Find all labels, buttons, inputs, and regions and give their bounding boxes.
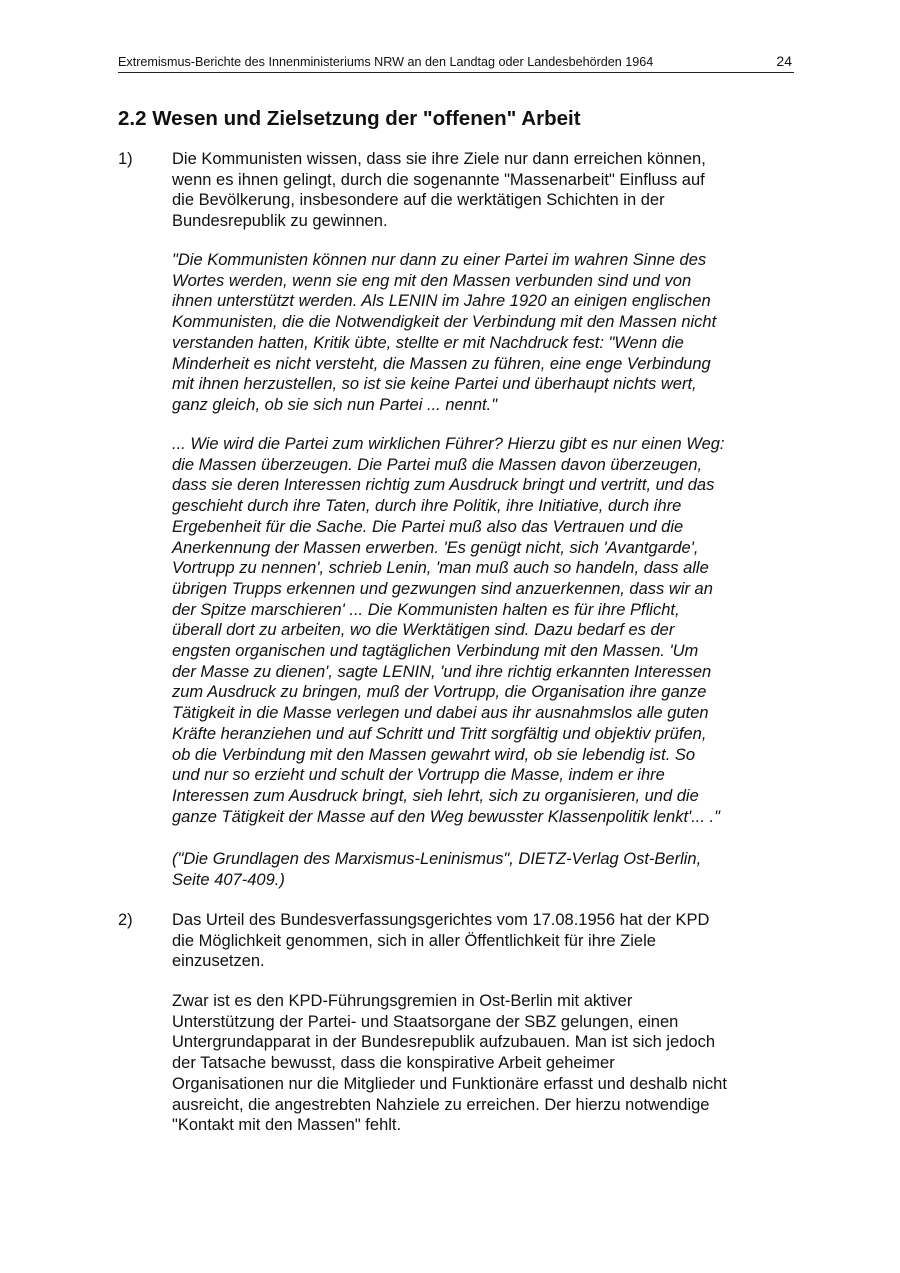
text-line: Das Urteil des Bundesverfassungsgerichtes vom 17.08.1956 hat der KPD (172, 911, 710, 929)
citation (172, 849, 802, 890)
quote-line: Minderheit es nicht versteht, die Massen zu führen, eine enge Verbindung (172, 354, 711, 373)
quote-line: übrigen Trupps erkennen und gezwungen sind anzuerkennen, dass wir an (172, 579, 713, 598)
quote-line: Ergebenheit für die Sache. Die Partei muß also das Vertrauen und die (172, 517, 684, 536)
text-line: die Möglichkeit genommen, sich in aller Öffentlichkeit für ihre Ziele (172, 931, 656, 950)
citation-line: Seite 407-409.) (172, 870, 285, 889)
text-line: der Tatsache bewusst, dass die konspirative Arbeit geheimer (172, 1054, 615, 1073)
quote-line: Kommunisten, die die Notwendigkeit der Verbindung mit den Massen nicht (172, 313, 717, 332)
text-line: die Bevölkerung, insbesondere auf die werktätigen Schichten in der (172, 191, 665, 210)
item-2-number: 2) (118, 911, 133, 929)
quote-line: Vortrupp zu nennen', schrieb Lenin, 'man muß auch so handeln, dass alle (172, 559, 709, 578)
page-header (118, 54, 794, 73)
quote-1 (172, 250, 802, 416)
text-line: Organisationen nur die Mitglieder und Funktionäre erfasst und deshalb nicht (172, 1074, 727, 1093)
quote-line: der Masse zu dienen', sagte LENIN, 'und ihre richtig erkannten Interessen (172, 662, 712, 681)
item-1-paragraph (172, 149, 802, 232)
text-line: Untergrundapparat in der Bundesrepublik aufzubauen. Man ist sich jedoch (172, 1033, 716, 1052)
text-line: Unterstützung der Partei- und Staatsorgane der SBZ gelungen, einen (172, 1012, 679, 1031)
quote-line: ihnen unterstützt werden. Als LENIN im Jahre 1920 an einigen englischen (172, 292, 711, 311)
item-2-paragraph-2 (172, 991, 802, 1136)
citation-line: ("Die Grundlagen des Marxismus-Leninismus", DIETZ-Verlag Ost-Berlin, (172, 850, 702, 868)
quote-line: Interessen zum Ausdruck bringt, sieh lehrt, sich zu organisieren, und die (172, 786, 699, 805)
quote-line: Anerkennung der Massen erwerben. 'Es genügt nicht, sich 'Avantgarde', (172, 538, 699, 557)
quote-line: mit ihnen herzustellen, so ist sie keine Partei und überhaupt nichts wert, (172, 375, 697, 394)
quote-line: Wortes werden, wenn sie eng mit den Massen verbunden sind und von (172, 271, 692, 290)
item-1-number: 1) (118, 150, 133, 168)
quote-line: und nur so erzieht und schult der Vortrupp die Masse, indem er ihre (172, 766, 665, 785)
quote-line: "Die Kommunisten können nur dann zu einer Partei im wahren Sinne des (172, 251, 707, 269)
quote-line: überall dort zu arbeiten, wo die Werktätigen sind. Dazu bedarf es der (172, 621, 675, 640)
quote-line: ganz gleich, ob sie sich nun Partei ... nennt." (172, 395, 498, 414)
quote-line: verstanden hatten, Kritik übte, stellte er mit Nachdruck fest: "Wenn die (172, 333, 684, 352)
header-title: Extremismus-Berichte des Innenministeriums NRW an den Landtag oder Landesbehörden 1964 (118, 55, 654, 69)
text-line: Zwar ist es den KPD-Führungsgremien in Ost-Berlin mit aktiver (172, 992, 633, 1010)
quote-line: geschieht durch ihre Taten, durch ihre Politik, ihre Initiative, durch ihre (172, 497, 682, 516)
quote-line: Tätigkeit in die Masse verlegen und dabei aus ihr ausnahmslos alle guten (172, 704, 709, 723)
item-2-paragraph (172, 910, 802, 972)
text-line: Bundesrepublik zu gewinnen. (172, 212, 388, 231)
quote-line: ... Wie wird die Partei zum wirklichen Führer? Hierzu gibt es nur einen Weg: (172, 435, 725, 453)
text-line: einzusetzen. (172, 952, 265, 971)
section-title: 2.2 Wesen und Zielsetzung der "offenen" Arbeit (118, 107, 581, 130)
quote-line: dass sie deren Interessen richtig zum Ausdruck bringt und vertritt, und das (172, 476, 715, 495)
page-number: 24 (776, 53, 792, 69)
quote-line: ganze Tätigkeit der Masse auf den Weg bewusster Klassenpolitik lenkt'... ." (172, 807, 720, 826)
quote-line: der Spitze marschieren' ... Die Kommunisten halten es für ihre Pflicht, (172, 600, 680, 619)
text-line: wenn es ihnen gelingt, durch die sogenannte "Massenarbeit" Einfluss auf (172, 170, 705, 189)
text-line: Die Kommunisten wissen, dass sie ihre Ziele nur dann erreichen können, (172, 150, 706, 168)
text-line: "Kontakt mit den Massen" fehlt. (172, 1116, 402, 1135)
quote-line: engsten organischen und tagtäglichen Verbindung mit den Massen. 'Um (172, 642, 699, 661)
quote-line: die Massen überzeugen. Die Partei muß die Massen davon überzeugen, (172, 455, 703, 474)
quote-line: zum Ausdruck zu bringen, muß der Vortrupp, die Organisation ihre ganze (172, 683, 707, 702)
text-line: ausreicht, die angestrebten Nahziele zu erreichen. Der hierzu notwendige (172, 1095, 710, 1114)
quote-line: Kräfte heranziehen und auf Schritt und Tritt sorgfältig und objektiv prüfen, (172, 724, 707, 743)
quote-line: ob die Verbindung mit den Massen gewahrt wird, ob sie lebendig ist. So (172, 745, 696, 764)
quote-2 (172, 434, 802, 827)
